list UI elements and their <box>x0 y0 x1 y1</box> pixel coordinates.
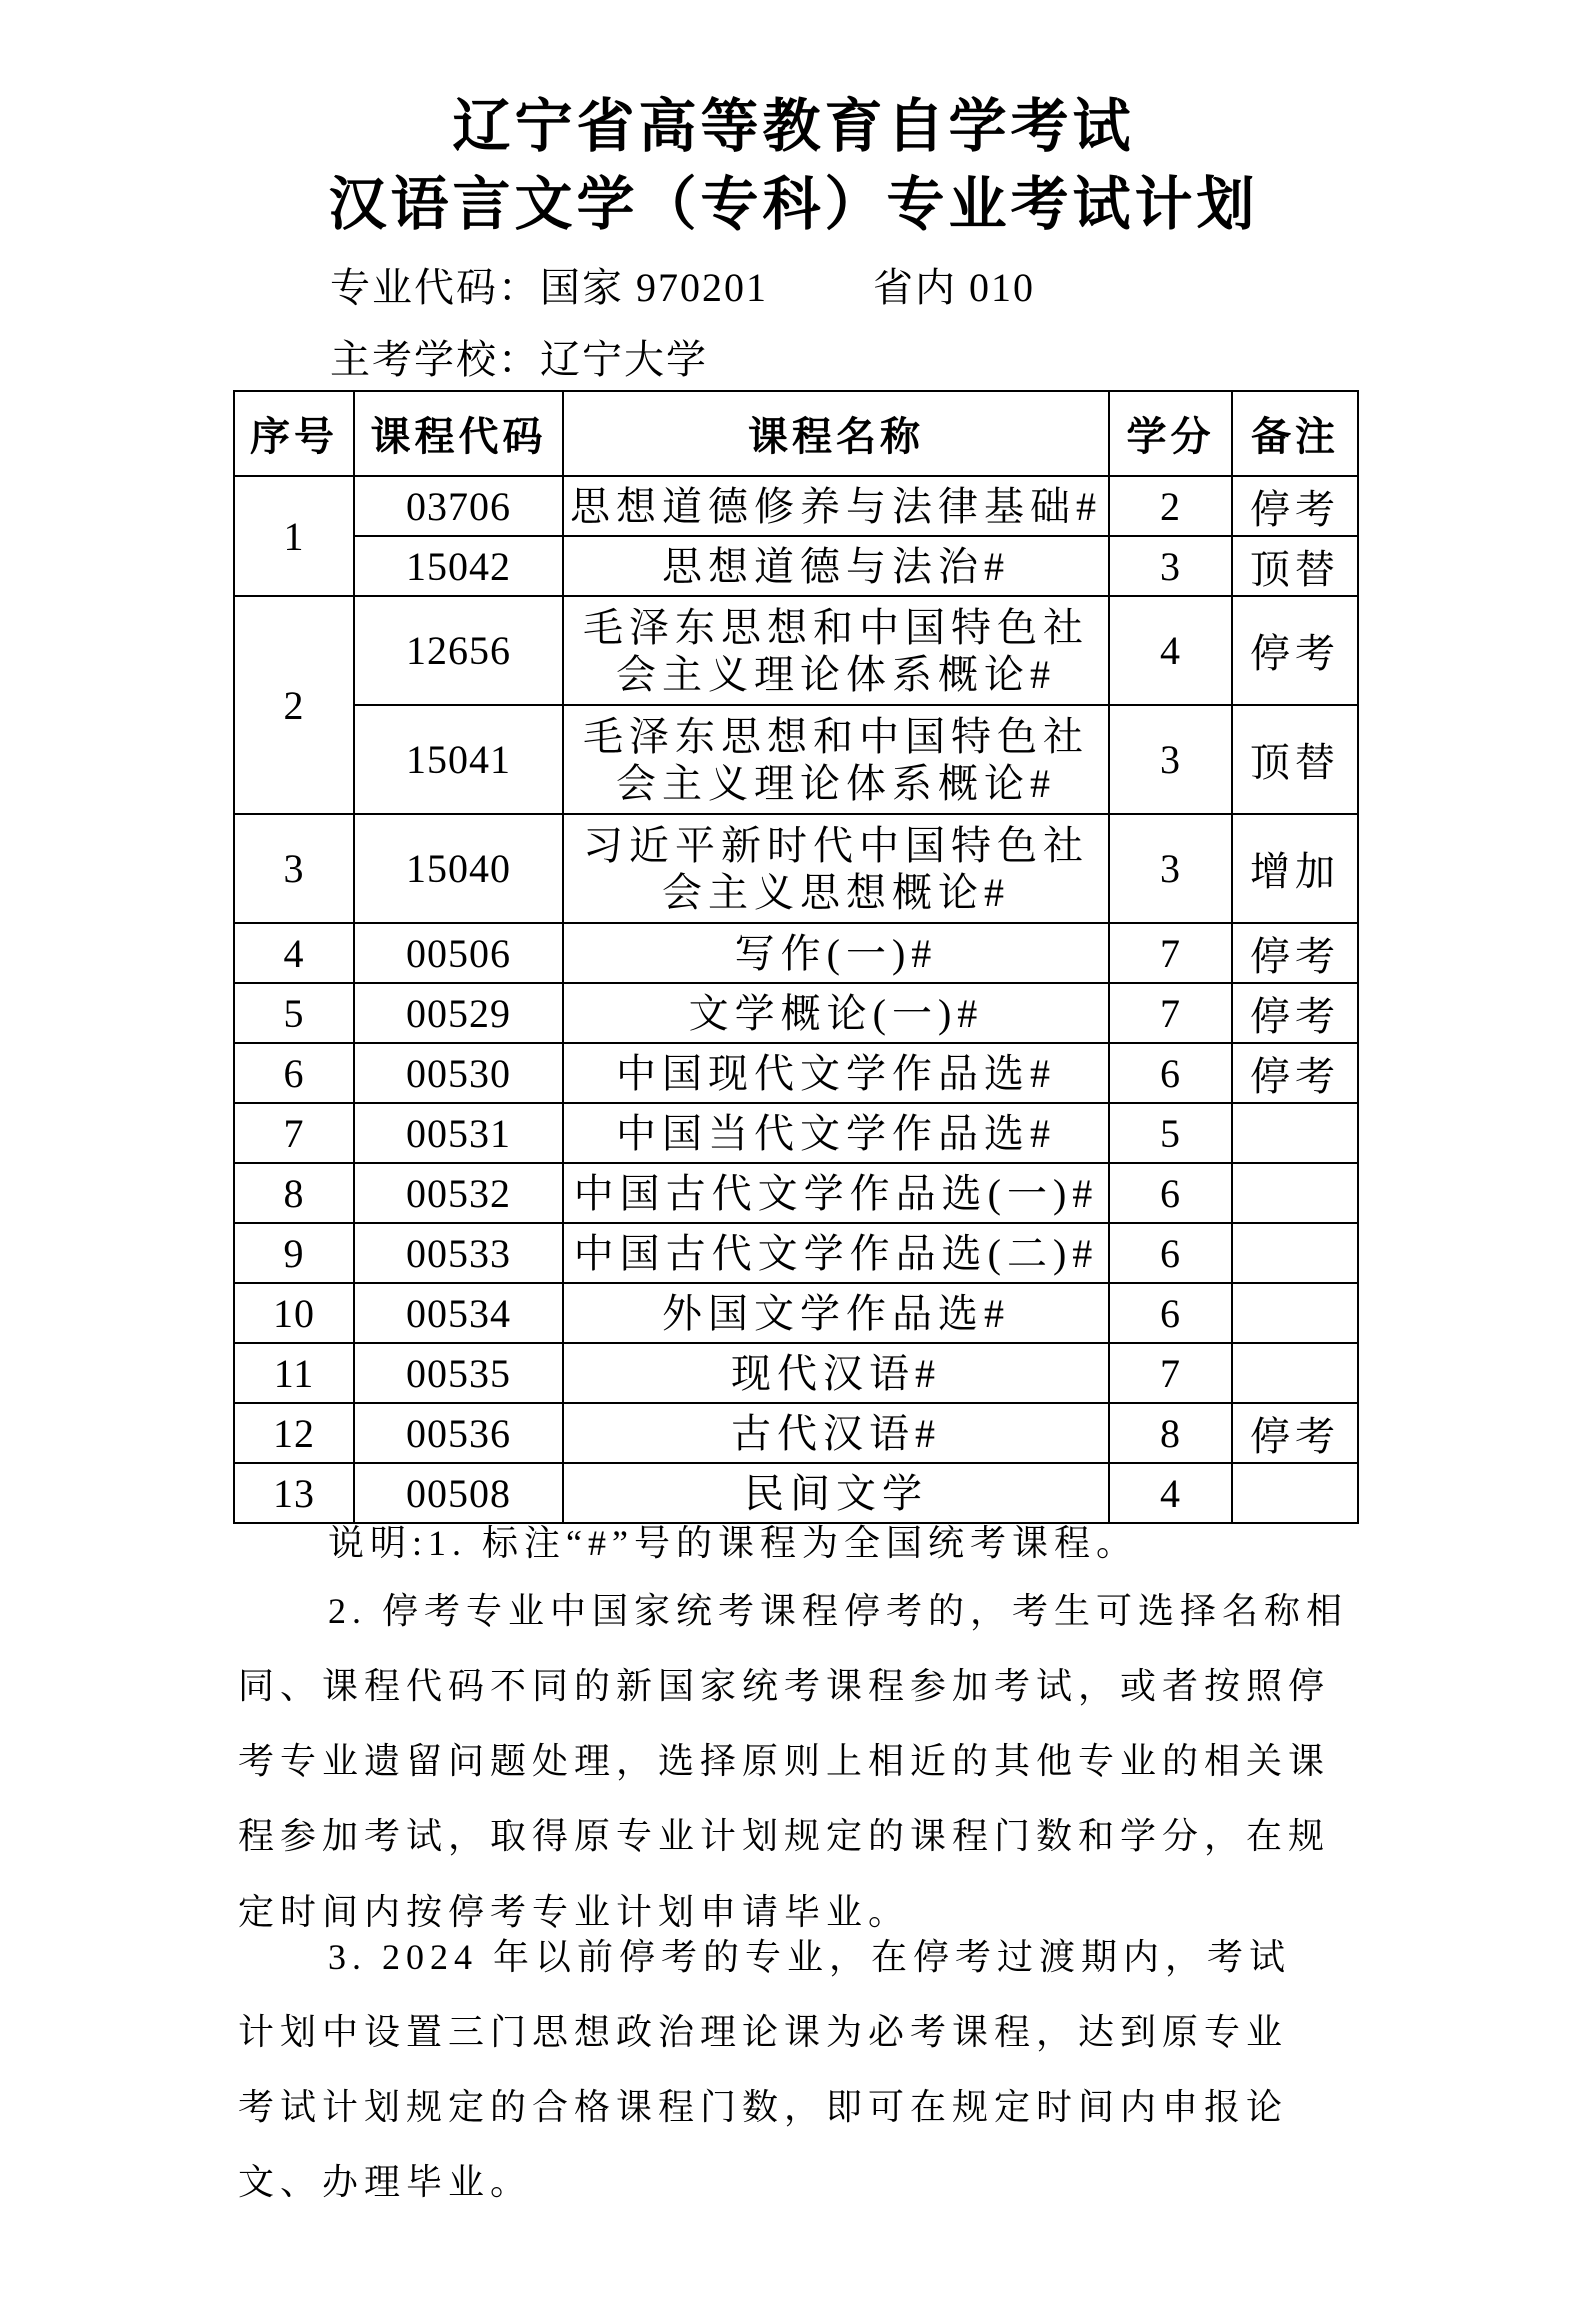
cell-note: 顶替 <box>1232 536 1358 596</box>
document-title-line-1: 辽宁省高等教育自学考试 <box>452 94 1135 159</box>
cell-code: 00529 <box>354 983 563 1043</box>
cell-index: 8 <box>234 1163 354 1223</box>
cell-index: 7 <box>234 1103 354 1163</box>
cell-index: 1 <box>234 476 354 596</box>
table-row <box>234 536 1358 596</box>
cell-name: 中国古代文学作品选(二)# <box>563 1223 1109 1283</box>
cell-credits: 6 <box>1109 1043 1232 1103</box>
cell-note <box>1232 1343 1358 1403</box>
cell-credits: 7 <box>1109 1343 1232 1403</box>
cell-name: 古代汉语# <box>563 1403 1109 1463</box>
cell-note: 停考 <box>1232 596 1358 705</box>
cell-index: 9 <box>234 1223 354 1283</box>
cell-code: 00506 <box>354 923 563 983</box>
cell-name: 民间文学 <box>563 1463 1109 1523</box>
cell-note: 停考 <box>1232 1043 1358 1103</box>
header-cell-2: 课程名称 <box>563 391 1109 476</box>
header-cell-4: 备注 <box>1232 391 1358 476</box>
table-row <box>234 596 1358 705</box>
table-row <box>234 814 1358 923</box>
course-table <box>233 390 1359 1524</box>
note-line: 同、课程代码不同的新国家统考课程参加考试，或者按照停 <box>238 1666 1331 1706</box>
cell-name: 习近平新时代中国特色社会主义思想概论# <box>563 814 1109 923</box>
cell-note <box>1232 1283 1358 1343</box>
cell-credits: 3 <box>1109 705 1232 814</box>
cell-index: 2 <box>234 596 354 814</box>
cell-index: 5 <box>234 983 354 1043</box>
cell-credits: 3 <box>1109 536 1232 596</box>
table-header-row <box>234 391 1358 476</box>
table-row <box>234 1163 1358 1223</box>
note-line: 考专业遗留问题处理，选择原则上相近的其他专业的相关课 <box>238 1741 1331 1781</box>
cell-note: 停考 <box>1232 923 1358 983</box>
cell-note: 顶替 <box>1232 705 1358 814</box>
table-row <box>234 1283 1358 1343</box>
note-line: 定时间内按停考专业计划申请毕业。 <box>238 1892 911 1932</box>
note-line: 文、办理毕业。 <box>238 2162 533 2202</box>
cell-code: 00532 <box>354 1163 563 1223</box>
cell-note <box>1232 1223 1358 1283</box>
cell-code: 00531 <box>354 1103 563 1163</box>
table-row <box>234 983 1358 1043</box>
cell-note: 停考 <box>1232 476 1358 536</box>
cell-index: 13 <box>234 1463 354 1523</box>
cell-code: 00536 <box>354 1403 563 1463</box>
cell-credits: 7 <box>1109 983 1232 1043</box>
note-line: 程参加考试，取得原专业计划规定的课程门数和学分，在规 <box>238 1816 1331 1856</box>
cell-note <box>1232 1103 1358 1163</box>
table-row <box>234 1043 1358 1103</box>
header-cell-3: 学分 <box>1109 391 1232 476</box>
cell-credits: 6 <box>1109 1223 1232 1283</box>
cell-index: 12 <box>234 1403 354 1463</box>
cell-code: 03706 <box>354 476 563 536</box>
table-row <box>234 476 1358 536</box>
cell-index: 10 <box>234 1283 354 1343</box>
cell-credits: 3 <box>1109 814 1232 923</box>
cell-name: 外国文学作品选# <box>563 1283 1109 1343</box>
course-table-body <box>234 476 1358 1523</box>
cell-code: 15040 <box>354 814 563 923</box>
cell-name: 中国古代文学作品选(一)# <box>563 1163 1109 1223</box>
cell-code: 15042 <box>354 536 563 596</box>
table-row <box>234 1403 1358 1463</box>
cell-name: 中国当代文学作品选# <box>563 1103 1109 1163</box>
note-line: 2. 停考专业中国家统考课程停考的，考生可选择名称相 <box>328 1591 1349 1631</box>
cell-code: 00530 <box>354 1043 563 1103</box>
major-code-provincial: 省内 010 <box>873 265 1035 310</box>
cell-code: 00508 <box>354 1463 563 1523</box>
cell-index: 11 <box>234 1343 354 1403</box>
cell-note: 停考 <box>1232 983 1358 1043</box>
cell-credits: 8 <box>1109 1403 1232 1463</box>
cell-credits: 5 <box>1109 1103 1232 1163</box>
school-line <box>330 334 708 386</box>
cell-name: 毛泽东思想和中国特色社会主义理论体系概论# <box>563 596 1109 705</box>
cell-index: 3 <box>234 814 354 923</box>
cell-index: 6 <box>234 1043 354 1103</box>
cell-index: 4 <box>234 923 354 983</box>
major-code-line <box>330 262 1035 314</box>
cell-code: 00535 <box>354 1343 563 1403</box>
note-line: 考试计划规定的合格课程门数，即可在规定时间内申报论 <box>238 2087 1289 2127</box>
cell-name: 思想道德与法治# <box>563 536 1109 596</box>
cell-code: 00534 <box>354 1283 563 1343</box>
cell-note <box>1232 1163 1358 1223</box>
cell-code: 15041 <box>354 705 563 814</box>
header-cell-0: 序号 <box>234 391 354 476</box>
table-row <box>234 705 1358 814</box>
table-row <box>234 923 1358 983</box>
cell-credits: 6 <box>1109 1163 1232 1223</box>
header-cell-1: 课程代码 <box>354 391 563 476</box>
cell-name: 中国现代文学作品选# <box>563 1043 1109 1103</box>
cell-credits: 4 <box>1109 1463 1232 1523</box>
note-line: 说明:1. 标注“#”号的课程为全国统考课程。 <box>328 1523 1138 1563</box>
note-line: 计划中设置三门思想政治理论课为必考课程，达到原专业 <box>238 2012 1289 2052</box>
school-name: 辽宁大学 <box>540 337 708 382</box>
cell-note: 增加 <box>1232 814 1358 923</box>
cell-code: 12656 <box>354 596 563 705</box>
cell-code: 00533 <box>354 1223 563 1283</box>
school-label: 主考学校： <box>330 337 540 382</box>
table-row <box>234 1343 1358 1403</box>
document-title-line-2: 汉语言文学（专科）专业考试计划 <box>328 172 1259 237</box>
note-line: 3. 2024 年以前停考的专业，在停考过渡期内，考试 <box>328 1937 1292 1977</box>
cell-credits: 7 <box>1109 923 1232 983</box>
cell-name: 文学概论(一)# <box>563 983 1109 1043</box>
cell-note: 停考 <box>1232 1403 1358 1463</box>
table-row <box>234 1223 1358 1283</box>
cell-name: 思想道德修养与法律基础# <box>563 476 1109 536</box>
cell-name: 现代汉语# <box>563 1343 1109 1403</box>
cell-credits: 4 <box>1109 596 1232 705</box>
table-row <box>234 1103 1358 1163</box>
cell-name: 毛泽东思想和中国特色社会主义理论体系概论# <box>563 705 1109 814</box>
cell-credits: 6 <box>1109 1283 1232 1343</box>
major-code-label: 专业代码： <box>330 265 540 310</box>
cell-credits: 2 <box>1109 476 1232 536</box>
major-code-national: 国家 970201 <box>540 265 768 310</box>
cell-name: 写作(一)# <box>563 923 1109 983</box>
